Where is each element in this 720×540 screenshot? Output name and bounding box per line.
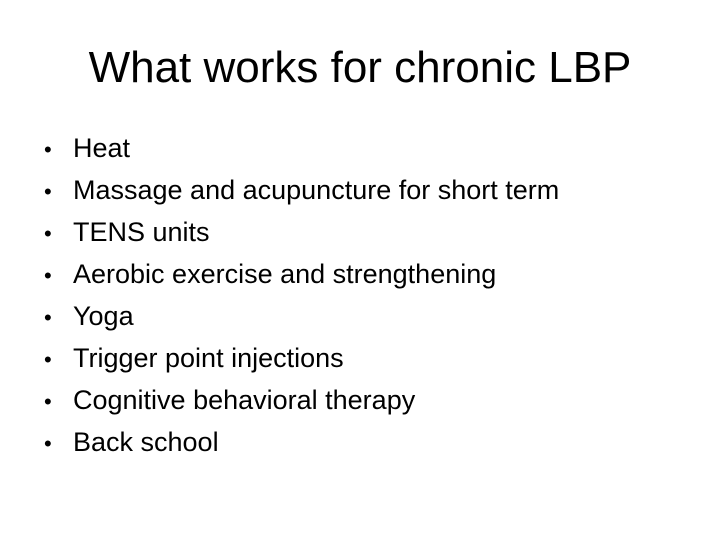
bullet-item-tens-units xyxy=(44,211,559,253)
bullet-text: TENS units xyxy=(73,217,210,247)
bullet-icon: • xyxy=(44,305,52,330)
bullet-icon: • xyxy=(44,389,52,414)
slide-title: What works for chronic LBP xyxy=(88,43,632,92)
bullet-text: Massage and acupuncture for short term xyxy=(73,175,560,205)
bullet-item-back-school xyxy=(44,421,559,463)
bullet-item-aerobic-exercise xyxy=(44,253,559,295)
bullet-icon: • xyxy=(44,179,52,204)
bullet-item-trigger-point xyxy=(44,337,559,379)
bullet-text: Back school xyxy=(73,427,219,457)
bullet-icon: • xyxy=(44,137,52,162)
bullet-icon: • xyxy=(44,431,52,456)
bullet-item-heat xyxy=(44,127,559,169)
bullet-text: Trigger point injections xyxy=(73,343,344,373)
bullet-text: Cognitive behavioral therapy xyxy=(73,385,416,415)
bullet-text: Heat xyxy=(73,133,131,163)
bullet-text: Aerobic exercise and strengthening xyxy=(73,259,497,289)
bullet-item-massage-acupuncture xyxy=(44,169,559,211)
bullet-icon: • xyxy=(44,221,52,246)
bullet-icon: • xyxy=(44,263,52,288)
bullet-text: Yoga xyxy=(73,301,134,331)
bullet-icon: • xyxy=(44,347,52,372)
bullet-item-cbt xyxy=(44,379,559,421)
bullet-list xyxy=(44,127,559,463)
bullet-item-yoga xyxy=(44,295,559,337)
